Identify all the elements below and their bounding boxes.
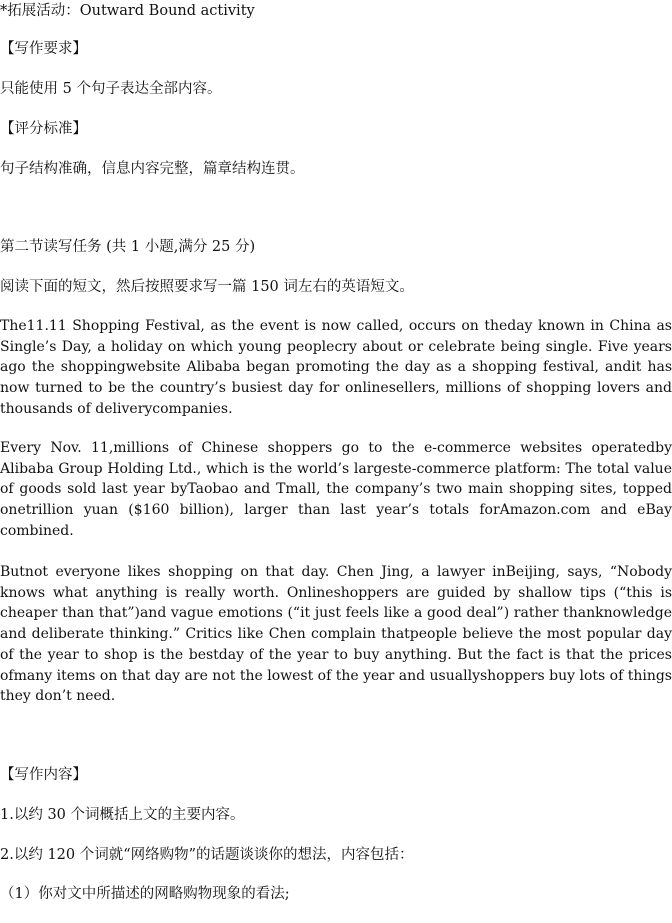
reading-instruction: 阅读下面的短文，然后按照要求写一篇 150 词左右的英语短文。 [0,279,414,295]
writing-content-item-2: 2.以约 120 个词就“网络购物”的话题谈谈你的想法，内容包括： [0,847,414,863]
scoring-criteria-heading: 【评分标准】 [0,121,87,137]
passage-paragraph-2: Every Nov. 11,millions of Chinese shoppers go to the e-commerce websites operatedby Alibaba Group Holding Ltd., which is the world’s largeste-commerce platform: The total value of goods sold last year byTaobao and Tmall, the company’s two main shopping sites, topped onetrillion yuan ($160 billion), larger than last year’s totals forAmazon.com and eBay combined. [0,440,672,539]
passage-paragraph-1: The11.11 Shopping Festival, as the event is now called, occurs on theday known in China as Single’s Day, a holiday on which young peoplecry about or celebrate being single. Five years ago the shoppingwebsite Alibaba began promoting the day as a shopping festival, andit has now turned to be the country’s busiest day for onlinesellers, millions of shopping lovers and thousands of deliverycompanies. [0,318,672,417]
writing-requirements-text: 只能使用 5 个句子表达全部内容。 [0,81,222,97]
scoring-criteria-text: 句子结构准确，信息内容完整，篇章结构连贯。 [0,161,305,177]
topic-line: *拓展活动：Outward Bound activity [0,3,255,19]
writing-content-item-3: （1）你对文中所描述的网略购物现象的看法; [0,886,290,902]
writing-content-item-1: 1.以约 30 个词概括上文的主要内容。 [0,807,245,823]
writing-requirements-heading: 【写作要求】 [0,41,87,57]
section-title: 第二节读写任务 (共 1 小题,满分 25 分) [0,239,256,255]
passage-paragraph-3: Butnot everyone likes shopping on that day. Chen Jing, a lawyer inBeijing, says, “Nobody knows what anything is really worth. Onlineshoppers are guided by shallow tips (“this is cheaper than that”)and vague emotions (“it just feels like a good deal”) rather thanknowledge and deliberate thinking.” Critics like Chen complain thatpeople believe the most popular day of the year to shop is the bestday of the year to buy anything. But the fact is that the prices ofmany items on that day are not the lowest of the year and usuallyshoppers buy lots of things they don’t need. [0,564,672,705]
writing-content-heading: 【写作内容】 [0,767,87,783]
